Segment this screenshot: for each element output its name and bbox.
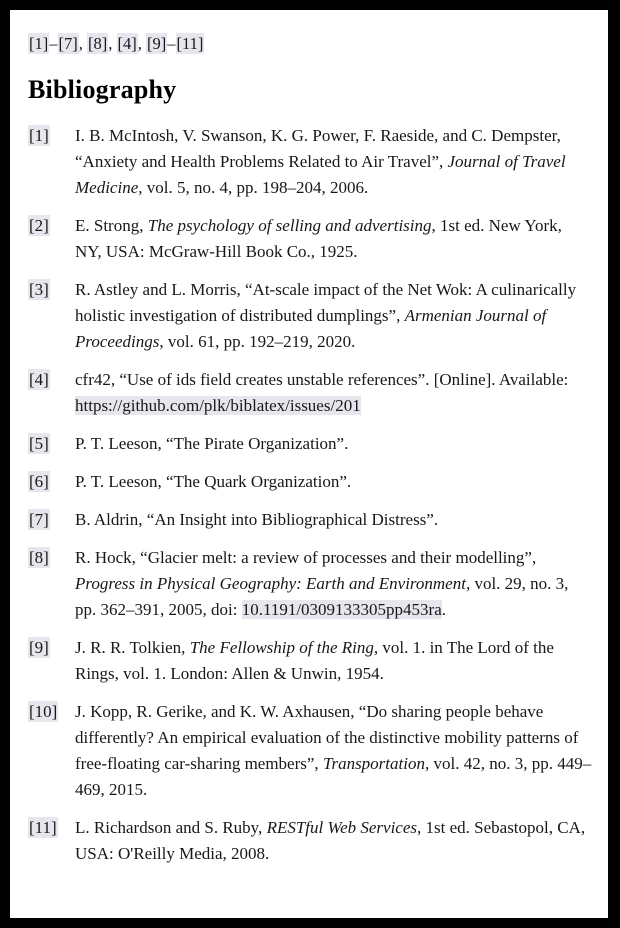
entry-text-segment: J. Kopp, R. Gerike, and K. W. Axhausen, “Do sharing people behave differently? An empirical evaluation of the distinctive mobility patterns of free-floating car-sharing members”, — [75, 702, 579, 773]
citation-separator: , — [137, 34, 146, 53]
entry-label[interactable]: [6] — [29, 472, 49, 491]
bibliography-entry — [28, 545, 592, 623]
entry-text-segment: The Fellowship of the Ring — [189, 638, 374, 657]
entry-text-segment: B. Aldrin, “An Insight into Bibliographical Distress”. — [75, 510, 439, 529]
entry-text — [75, 545, 592, 623]
entry-label-column — [28, 431, 75, 457]
entry-text — [75, 277, 592, 355]
citation-ref[interactable]: [4] — [117, 34, 137, 53]
entry-text-segment: , vol. 29, no. 3, pp. 362–391, 2005, doi: — [75, 574, 569, 619]
entry-label-column — [28, 123, 75, 201]
entry-label[interactable]: [3] — [29, 280, 49, 299]
citation-ref[interactable]: [11] — [176, 34, 204, 53]
entry-text — [75, 431, 592, 457]
citation-ref[interactable]: [1] — [29, 34, 49, 53]
citation-separator: , — [78, 34, 87, 53]
entry-text-segment: P. T. Leeson, “The Pirate Organization”. — [75, 434, 349, 453]
entry-text-segment: Transportation — [322, 754, 425, 773]
entry-label-column — [28, 367, 75, 419]
document-page — [10, 10, 608, 918]
entry-text-segment: Journal of Travel Medicine — [75, 152, 566, 197]
entry-label-column — [28, 213, 75, 265]
bibliography-entry — [28, 277, 592, 355]
entry-text-segment: E. Strong, — [75, 216, 148, 235]
entry-label[interactable]: [4] — [29, 370, 49, 389]
entry-label[interactable]: [1] — [29, 126, 49, 145]
bibliography-entry — [28, 213, 592, 265]
bibliography-entry — [28, 815, 592, 867]
external-link[interactable]: https://github.com/plk/biblatex/issues/201 — [75, 396, 361, 415]
external-link[interactable]: 10.1191/0309133305pp453ra — [241, 600, 442, 619]
entry-label[interactable]: [8] — [29, 548, 49, 567]
citation-separator: – — [167, 34, 176, 53]
bibliography-heading: Bibliography — [28, 75, 177, 104]
entry-text — [75, 699, 592, 803]
bibliography-entry — [28, 123, 592, 201]
entry-text-segment: L. Richardson and S. Ruby, — [75, 818, 267, 837]
entry-label-column — [28, 545, 75, 623]
citation-line — [28, 31, 592, 57]
entry-label[interactable]: [11] — [29, 818, 57, 837]
bibliography-entry — [28, 469, 592, 495]
bibliography-entry — [28, 367, 592, 419]
entry-text-segment: , 1st ed. New York, NY, USA: McGraw-Hill Book Co., 1925. — [75, 216, 562, 261]
citation-ref[interactable]: [8] — [88, 34, 108, 53]
entry-text-segment: , vol. 42, no. 3, pp. 449–469, 2015. — [75, 754, 592, 799]
entry-text-segment: RESTful Web Services — [266, 818, 418, 837]
citation-ref[interactable]: [9] — [147, 34, 167, 53]
entry-text-segment: Armenian Journal of Proceedings — [75, 306, 547, 351]
entry-label-column — [28, 699, 75, 803]
entry-text-segment: , vol. 5, no. 4, pp. 198–204, 2006. — [138, 178, 369, 197]
entry-label-column — [28, 635, 75, 687]
entry-label-column — [28, 507, 75, 533]
entry-text-segment: P. T. Leeson, “The Quark Organization”. — [75, 472, 352, 491]
bibliography-entry — [28, 507, 592, 533]
bibliography-entry — [28, 635, 592, 687]
entry-text — [75, 635, 592, 687]
entry-text-segment: , vol. 1. in The Lord of the Rings, vol. 1. London: Allen & Unwin, 1954. — [75, 638, 554, 683]
entry-label-column — [28, 277, 75, 355]
entry-text-segment: R. Hock, “Glacier melt: a review of processes and their modelling”, — [75, 548, 537, 567]
entry-label[interactable]: [7] — [29, 510, 49, 529]
citation-ref[interactable]: [7] — [58, 34, 78, 53]
bibliography-entry — [28, 699, 592, 803]
entry-text-segment: The psychology of selling and advertising — [147, 216, 432, 235]
entry-text — [75, 815, 592, 867]
entry-text — [75, 507, 592, 533]
entry-text-segment: I. B. McIntosh, V. Swanson, K. G. Power, F. Raeside, and C. Dempster, “Anxiety and Health Problems Related to Air Travel”, — [75, 126, 561, 171]
citation-separator: , — [108, 34, 117, 53]
entry-text-segment: J. R. R. Tolkien, — [75, 638, 190, 657]
entry-label[interactable]: [2] — [29, 216, 49, 235]
entry-label[interactable]: [5] — [29, 434, 49, 453]
entry-text — [75, 367, 592, 419]
entry-text — [75, 213, 592, 265]
entry-text — [75, 123, 592, 201]
entry-text-segment: , 1st ed. Sebastopol, CA, USA: O'Reilly Media, 2008. — [75, 818, 586, 863]
entry-text-segment: R. Astley and L. Morris, “At-scale impact of the Net Wok: A culinarically holistic investigation of distributed dumplings”, — [75, 280, 577, 325]
entry-label-column — [28, 469, 75, 495]
entry-text-segment: . — [441, 600, 447, 619]
entry-text-segment: , vol. 61, pp. 192–219, 2020. — [159, 332, 356, 351]
entry-label-column — [28, 815, 75, 867]
bibliography-list — [28, 123, 592, 867]
entry-label[interactable]: [9] — [29, 638, 49, 657]
entry-label[interactable]: [10] — [29, 702, 58, 721]
citation-separator: – — [49, 34, 58, 53]
entry-text — [75, 469, 592, 495]
entry-text-segment: Progress in Physical Geography: Earth and Environment — [75, 574, 466, 593]
bibliography-entry — [28, 431, 592, 457]
entry-text-segment: cfr42, “Use of ids field creates unstable references”. [Online]. Available: — [75, 370, 569, 389]
